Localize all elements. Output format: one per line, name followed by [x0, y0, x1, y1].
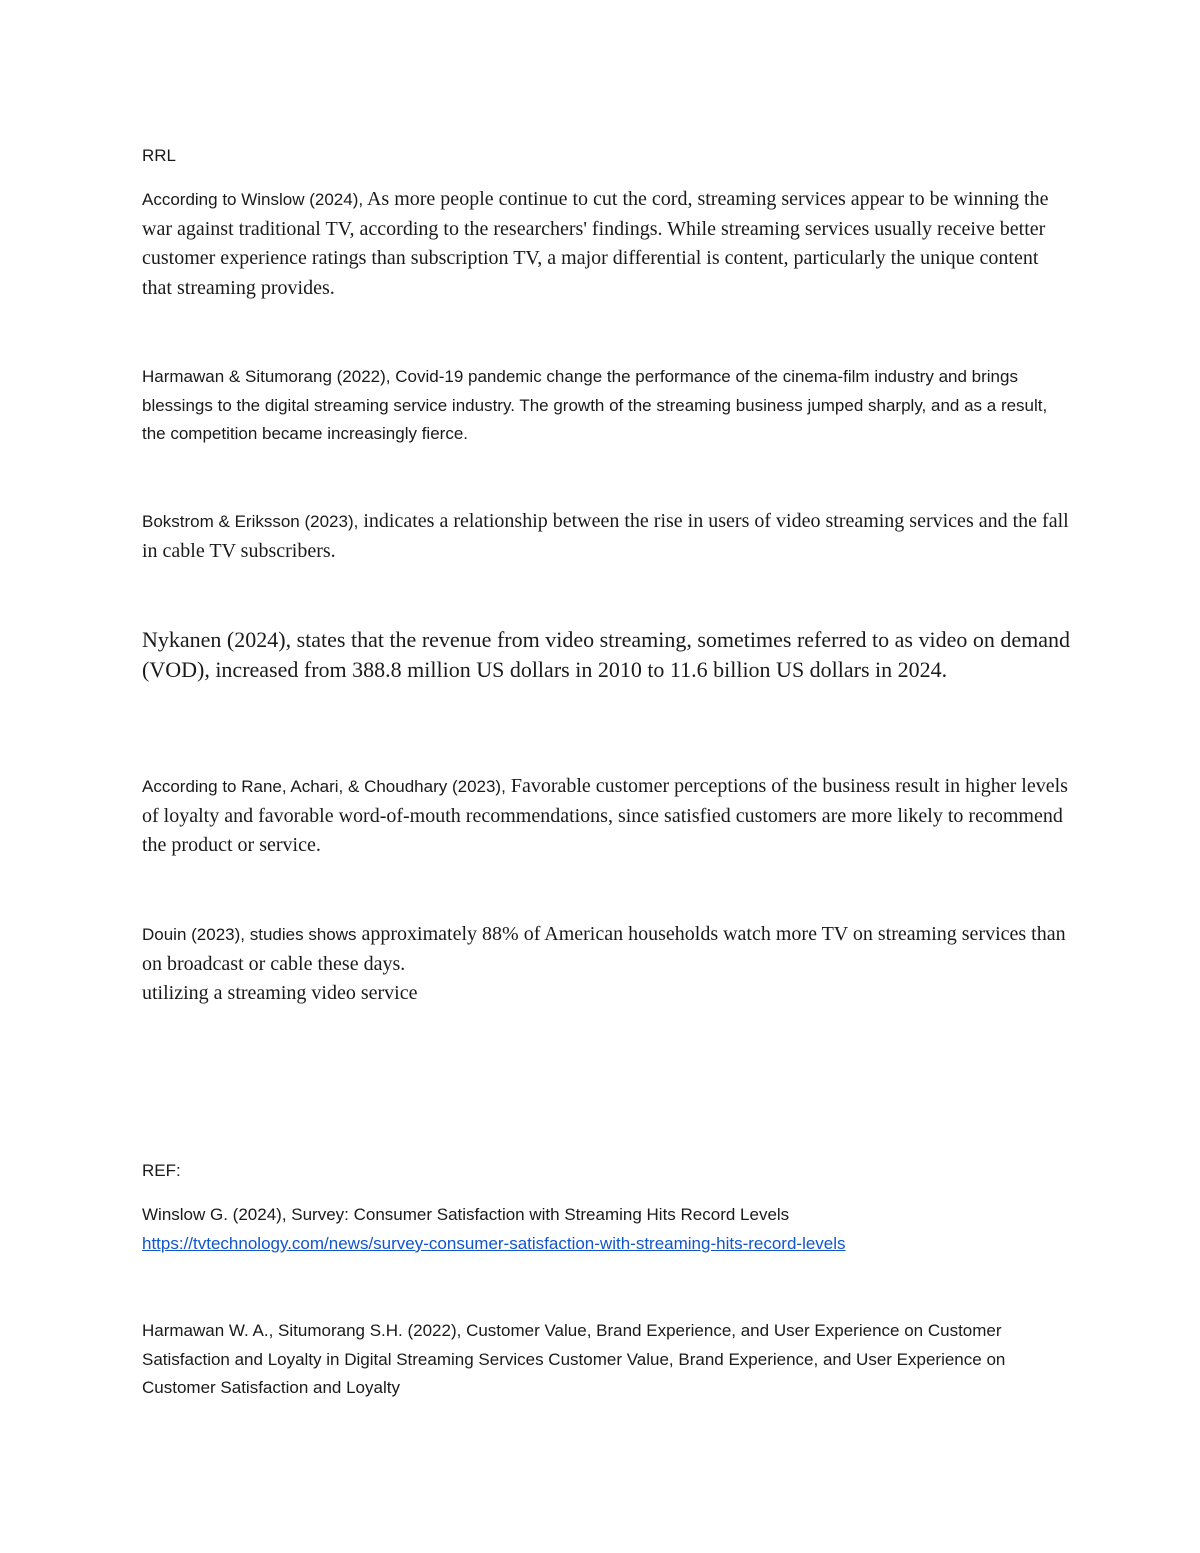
reference-text: Winslow G. (2024), Survey: Consumer Satisfaction with Streaming Hits Record Levels — [142, 1205, 790, 1224]
entry-text: As more people continue to cut the cord, streaming services appear to be winning the war against traditional TV, according to the researchers' findings. While streaming services usually receive better customer experience ratings than subscription TV, a major differential is content, particularly the unique content that streaming provides. — [142, 188, 1049, 299]
entry-text: indicates a relationship between the rise in users of video streaming services and the fall in cable TV subscribers. — [142, 510, 1069, 562]
heading-ref: REF: — [142, 1161, 181, 1180]
reference-harmawan — [142, 1317, 1072, 1403]
rrl-entry-douin — [142, 920, 1072, 1009]
entry-citation: According to Rane, Achari, & Choudhary (2023), — [142, 777, 506, 796]
entry-text: approximately 88% of American households watch more TV on streaming services than on broadcast or cable these days. — [142, 923, 1066, 975]
entry-citation: Bokstrom & Eriksson (2023), — [142, 512, 359, 531]
rrl-entry-winslow — [142, 185, 1072, 303]
entry-extra-line: utilizing a streaming video service — [142, 982, 418, 1004]
entry-text: Covid-19 pandemic change the performance of the cinema-film industry and brings blessings to the digital streaming service industry. The growth of the streaming business jumped sharply, and as a result, the competition became increasingly fierce. — [142, 367, 1048, 443]
entry-text: states that the revenue from video streaming, sometimes referred to as video on demand (VOD), increased from 388.8 million US dollars in 2010 to 11.6 billion US dollars in 2024. — [142, 627, 1070, 682]
reference-link[interactable]: https://tvtechnology.com/news/survey-consumer-satisfaction-with-streaming-hits-record-levels — [142, 1233, 846, 1253]
entry-text: Favorable customer perceptions of the business result in higher levels of loyalty and favorable word-of-mouth recommendations, since satisfied customers are more likely to recommend the product or service. — [142, 775, 1068, 856]
rrl-entry-harmawan — [142, 363, 1072, 449]
rrl-entry-nykanen — [142, 625, 1072, 684]
reference-winslow — [142, 1201, 1072, 1258]
rrl-entry-bokstrom — [142, 507, 1072, 566]
rrl-entry-rane — [142, 772, 1072, 861]
entry-citation: According to Winslow (2024), — [142, 190, 364, 209]
reference-text: Harmawan W. A., Situmorang S.H. (2022), Customer Value, Brand Experience, and User Experience on Customer Satisfaction and Loyalty in Digital Streaming Services Customer Value, Brand Experience, and User Experience on Customer Satisfaction and Loyalty — [142, 1321, 1006, 1397]
heading-rrl: RRL — [142, 146, 177, 165]
entry-citation: Nykanen (2024), — [142, 627, 292, 652]
entry-citation: Douin (2023), studies shows — [142, 925, 357, 944]
entry-citation: Harmawan & Situmorang (2022), — [142, 367, 391, 386]
